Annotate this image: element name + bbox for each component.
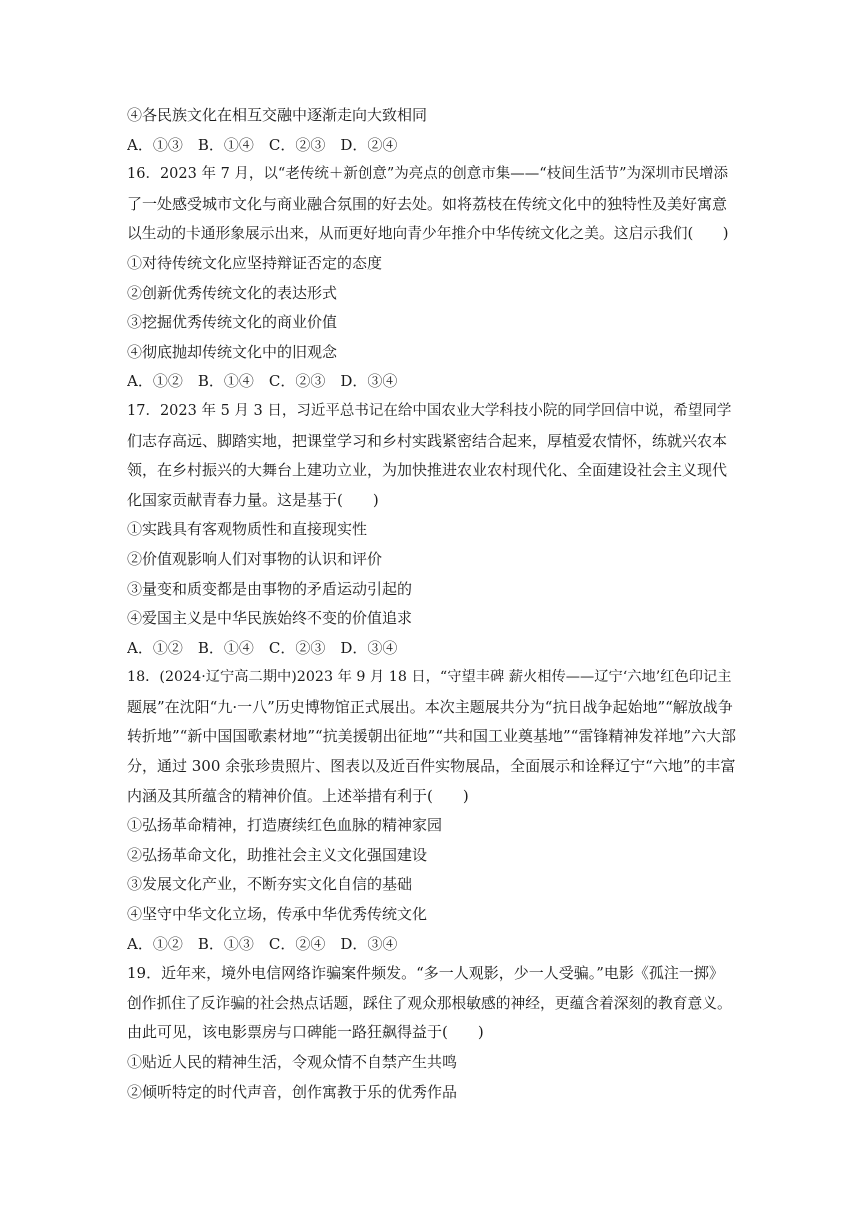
question-18-stem: 内涵及其所蕴含的精神价值。上述举措有利于( ) [127,786,469,805]
question-17-stem: 17．2023 年 5 月 3 日，习近平总书记在给中国农业大学科技小院的同学回信中说，希望同学 [127,402,732,419]
question-16-stem: 了一处感受城市文化与商业融合氛围的好去处。如将荔枝在传统文化中的独特性及美好寓意 [127,194,728,213]
question-17-stem: 们志存高远、脚踏实地，把课堂学习和乡村实践紧密结合起来，厚植爱农情怀，练就兴农本 [127,431,728,450]
option-line: ①对待传统文化应坚持辩证否定的态度 [127,253,383,272]
option-line: ④彻底抛却传统文化中的旧观念 [127,342,338,361]
question-18-stem: 题展”在沈阳“九·一八”历史博物馆正式展出。本次主题展共分为“抗日战争起始地”“解放战争 [127,697,733,716]
option-line: ④爱国主义是中华民族始终不变的价值追求 [127,609,413,628]
option-line: ②弘扬革命文化，助推社会主义文化强国建设 [127,845,428,864]
answer-choices: A．①② B．①④ C．②③ D．③④ [127,372,398,391]
option-line: ②创新优秀传统文化的表达形式 [127,283,338,302]
answer-choices: A．①② B．①③ C．②④ D．③④ [127,934,398,953]
question-18-stem: 分，通过 300 余张珍贵照片、图表以及近百件实物展品，全面展示和诠释辽宁“六地”的丰富 [127,757,736,776]
question-19-stem: 由此可见，该电影票房与口碑能一路狂飙得益于( ) [127,1023,484,1042]
question-16-stem: 以生动的卡通形象展示出来，从而更好地向青少年推介中华传统文化之美。这启示我们( ) [127,225,729,243]
option-line: ②价值观影响人们对事物的认识和评价 [127,549,383,568]
question-content [127,101,737,1107]
question-16-stem: 16．2023 年 7 月，以“老传统＋新创意”为亮点的创意市集——“枝间生活节”为深圳市民增添 [127,166,729,183]
question-17-stem: 领，在乡村振兴的大舞台上建功立业，为加快推进农业农村现代化、全面建设社会主义现代 [127,461,728,480]
option-line: ①贴近人民的精神生活，令观众情不自禁产生共鸣 [127,1053,458,1071]
question-18-stem: 转折地”“新中国国歌素材地”“抗美援朝出征地”“共和国工业奠基地”“雷锋精神发祥地”六大部 [127,727,737,746]
option-line: ③发展文化产业，不断夯实文化自信的基础 [127,875,413,894]
option-line: ③量变和质变都是由事物的矛盾运动引起的 [127,579,413,598]
question-17-stem: 化国家贡献青春力量。这是基于( ) [127,490,379,509]
option-line: ④坚守中华文化立场，传承中华优秀传统文化 [127,905,428,924]
question-18-stem: 18．(2024·辽宁高二期中)2023 年 9 月 18 日，“守望丰碑 薪火相传——辽宁‘六地’红色印记主 [127,669,732,686]
option-line: ①弘扬革命精神，打造赓续红色血脉的精神家园 [127,816,443,835]
option-line: ④各民族文化在相互交融中逐渐走向大致相同 [127,106,428,124]
answer-choices: A．①③ B．①④ C．②③ D．②④ [127,135,398,154]
option-line: ①实践具有客观物质性和直接现实性 [127,520,368,539]
answer-choices: A．①② B．①④ C．②③ D．③④ [127,638,398,657]
question-19-stem: 19．近年来，境外电信网络诈骗案件频发。“多一人观影，少一人受骗。”电影《孤注一掷》 [127,964,724,983]
question-19-stem: 创作抓住了反诈骗的社会热点话题，踩住了观众那根敏感的神经，更蕴含着深刻的教育意义。 [127,994,732,1012]
option-line: ②倾听特定的时代声音，创作寓教于乐的优秀作品 [127,1082,458,1101]
option-line: ③挖掘优秀传统文化的商业价值 [127,313,338,332]
